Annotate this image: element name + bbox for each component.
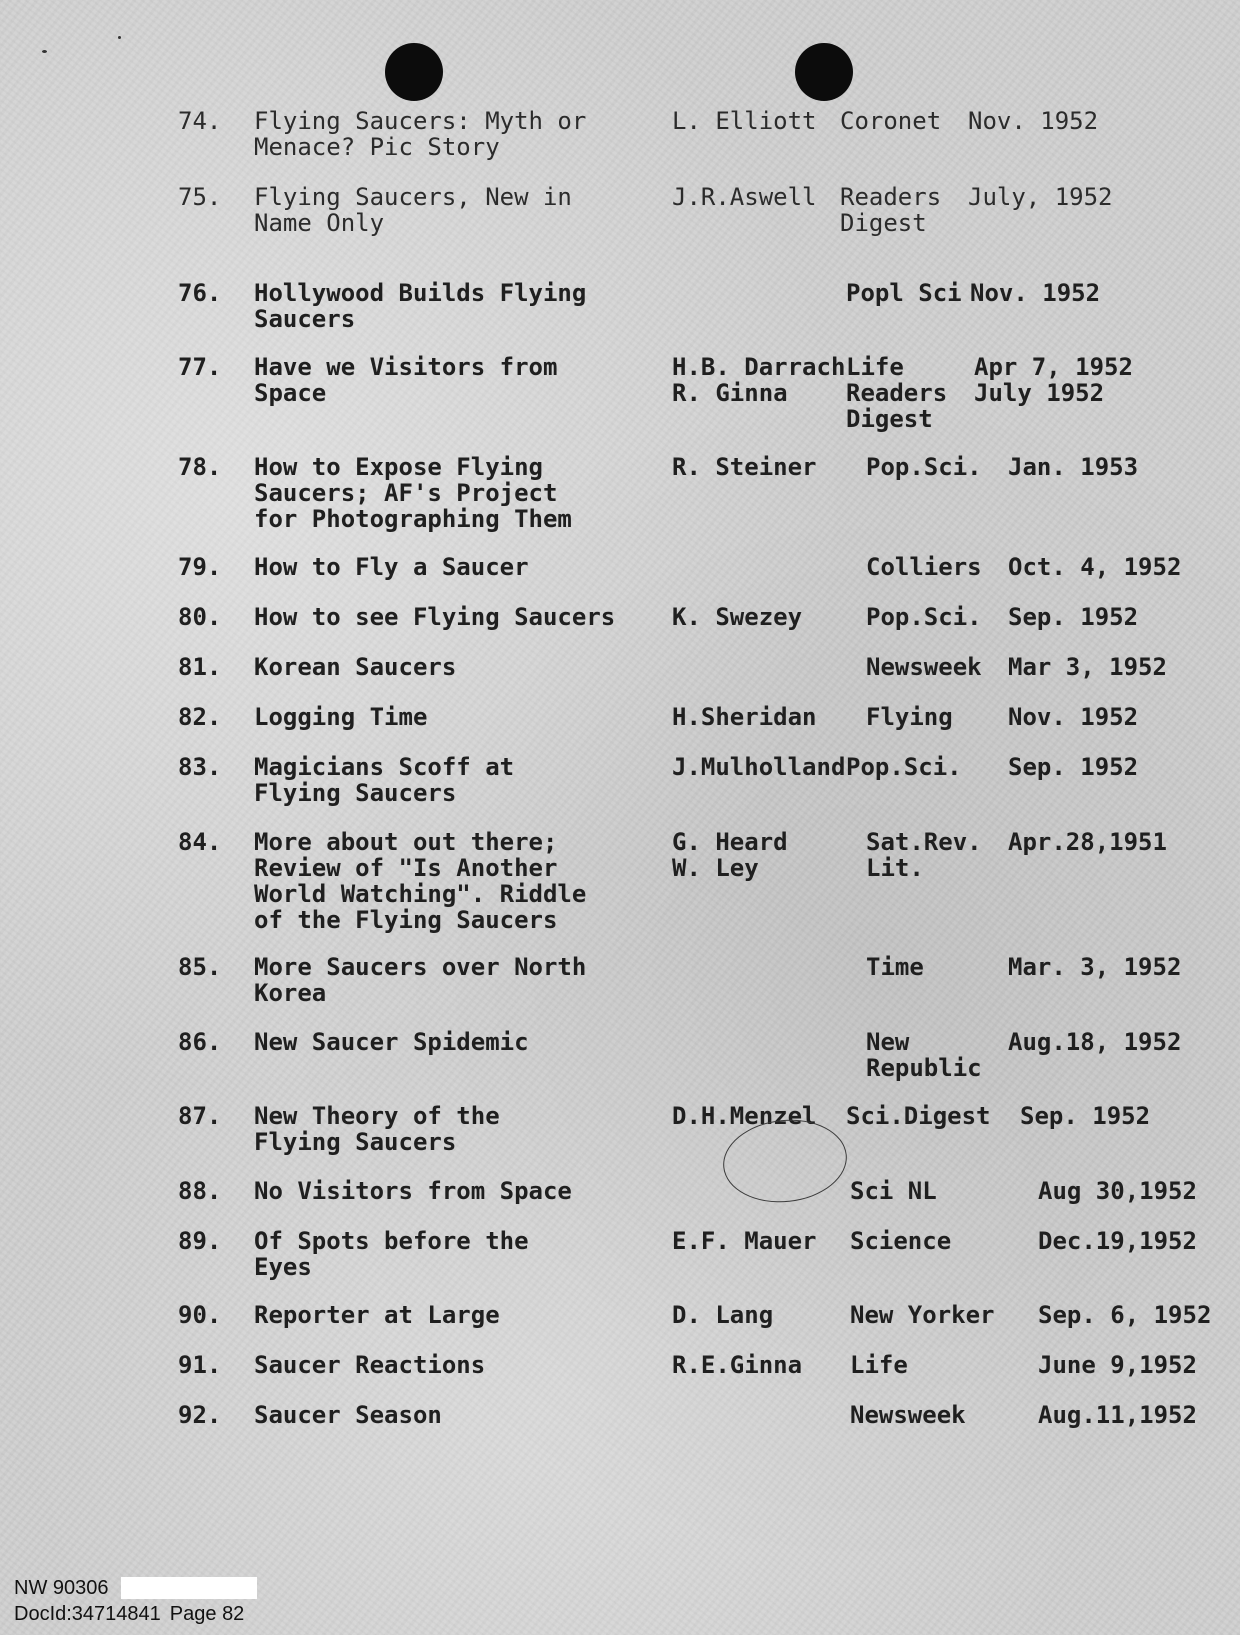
entry-title-line: Space [254,379,327,407]
entry-author [672,354,852,406]
entry-title [254,184,644,236]
nw-number: NW 90306 [14,1577,109,1599]
entry-date-line: Nov. 1952 [968,107,1099,135]
entry-publication [850,1402,1000,1428]
entry-title [254,1029,644,1055]
entry-title [254,954,644,1006]
entry-title-line: Flying Saucers [254,1128,457,1156]
entry-date [1008,954,1240,980]
entry-title-line: How to Expose Flying [254,453,543,481]
entry-publication [866,654,1016,680]
entry-title-line: Hollywood Builds Flying [254,279,587,307]
entry-title-line: Flying Saucers: Myth or [254,107,587,135]
entry-date-line: Jan. 1953 [1008,453,1139,481]
entry-title-line: Of Spots before the [254,1227,529,1255]
speck-mark [118,36,121,39]
entry-publication-line: Pop.Sci. [846,753,962,781]
entry-title-line: How to see Flying Saucers [254,603,616,631]
entry-author-line: D. Lang [672,1301,774,1329]
entry-publication-line: Flying [866,703,953,731]
entry-title [254,829,644,933]
entry-date-line: Mar. 3, 1952 [1008,953,1182,981]
entry-title [254,1228,644,1280]
entry-publication-line: Readers [840,183,942,211]
entry-publication [866,1029,1016,1081]
entry-number: 77. [178,353,222,381]
entry-title [254,454,644,532]
entry-title-line: Saucer Reactions [254,1351,486,1379]
entry-author [672,108,852,134]
entry-date [1008,1029,1240,1055]
punch-hole [385,43,443,101]
entry-publication [850,1178,1000,1204]
entry-number: 74. [178,107,222,135]
entry-publication-line: Science [850,1227,952,1255]
entry-number: 81. [178,653,222,681]
entry-publication-line: New Yorker [850,1301,995,1329]
entry-date-line: Sep. 1952 [1020,1102,1151,1130]
entry-title [254,754,644,806]
entry-number: 92. [178,1401,222,1429]
entry-publication-line: Digest [840,209,927,237]
entry-date [968,184,1208,210]
entry-publication-line: Pop.Sci. [866,453,982,481]
entry-title-line: Review of "Is Another [254,854,558,882]
entry-number: 86. [178,1028,222,1056]
entry-title-line: World Watching". Riddle [254,880,587,908]
entry-title-line: of the Flying Saucers [254,906,558,934]
entry-number: 84. [178,828,222,856]
entry-title-line: Eyes [254,1253,312,1281]
entry-date [1038,1352,1240,1378]
entry-date-line: Dec.19,1952 [1038,1227,1197,1255]
entry-author-line: J.Mulholland [672,753,846,781]
entry-date [1008,829,1240,855]
entry-date-line: Sep. 6, 1952 [1038,1301,1212,1329]
entry-title [254,654,644,680]
entry-author-line: R. Steiner [672,453,817,481]
entry-date [1008,604,1240,630]
entry-date-line: Aug.11,1952 [1038,1401,1197,1429]
entry-title [254,1178,644,1204]
entry-date [1008,654,1240,680]
entry-title-line: More Saucers over North [254,953,587,981]
entry-number: 78. [178,453,222,481]
entry-title-line: Reporter at Large [254,1301,500,1329]
entry-publication-line: Republic [866,1054,982,1082]
entry-title [254,354,644,406]
entry-title-line: Logging Time [254,703,428,731]
entry-number: 89. [178,1227,222,1255]
entry-title [254,108,644,160]
entry-publication-line: Sci.Digest [846,1102,991,1130]
entry-date [1038,1302,1240,1328]
entry-publication-line: New [866,1028,910,1056]
entry-date [974,354,1214,406]
entry-date [1038,1402,1240,1428]
entry-publication-line: Life [850,1351,908,1379]
entry-date [1008,754,1240,780]
entry-number: 79. [178,553,222,581]
entry-author-line: E.F. Mauer [672,1227,817,1255]
entry-title-line: Have we Visitors from [254,353,558,381]
entry-title-line: Flying Saucers, New in [254,183,572,211]
entry-title-line: New Saucer Spidemic [254,1028,529,1056]
entry-publication [866,829,1016,881]
entry-title-line: Menace? Pic Story [254,133,500,161]
entry-title [254,704,644,730]
entry-publication [850,1352,1000,1378]
entry-date-line: Nov. 1952 [1008,703,1139,731]
entry-publication-line: Sci NL [850,1177,937,1205]
entry-title [254,280,644,332]
entry-date-line: Apr.28,1951 [1008,828,1167,856]
entry-author-line: G. Heard [672,828,788,856]
entry-author [672,704,852,730]
entry-author [672,454,852,480]
entry-publication [866,454,1016,480]
entry-publication [866,604,1016,630]
entry-publication-line: Popl Sci [846,279,962,307]
entry-publication [846,1103,996,1129]
entry-author [672,829,852,881]
entry-title-line: Saucer Season [254,1401,442,1429]
entry-title [254,604,644,630]
entry-number: 91. [178,1351,222,1379]
entry-date-line: July, 1952 [968,183,1113,211]
entry-date-line: Sep. 1952 [1008,753,1139,781]
entry-author-line: R.E.Ginna [672,1351,803,1379]
entry-publication [850,1228,1000,1254]
entry-title-line: for Photographing Them [254,505,572,533]
entry-number: 75. [178,183,222,211]
entry-author-line: L. Elliott [672,107,817,135]
entry-title-line: Korean Saucers [254,653,457,681]
doc-id: DocId:34714841 [14,1603,161,1625]
entry-title-line: Saucers [254,305,356,333]
entry-publication-line: Coronet [840,107,942,135]
entry-date [1008,454,1240,480]
entry-title-line: Korea [254,979,327,1007]
entry-publication [850,1302,1000,1328]
entry-date-line: July 1952 [974,379,1105,407]
entry-date [968,108,1208,134]
entry-publication-line: Newsweek [866,653,982,681]
entry-author [672,184,852,210]
document-footer [14,1575,257,1627]
entry-title-line: More about out there; [254,828,558,856]
entry-author-line: J.R.Aswell [672,183,817,211]
entry-publication-line: Lit. [866,854,924,882]
entry-number: 83. [178,753,222,781]
entry-title [254,1352,644,1378]
entry-date [1038,1228,1240,1254]
entry-title [254,554,644,580]
entry-number: 80. [178,603,222,631]
entry-number: 90. [178,1301,222,1329]
entry-date-line: Nov. 1952 [970,279,1101,307]
entry-title [254,1103,644,1155]
entry-title-line: How to Fly a Saucer [254,553,529,581]
entry-number: 87. [178,1102,222,1130]
entry-date [1038,1178,1240,1204]
entry-date [1008,704,1240,730]
entry-date-line: Mar 3, 1952 [1008,653,1167,681]
entry-publication [866,554,1016,580]
entry-author-line: W. Ley [672,854,759,882]
entry-publication [846,754,996,780]
speck-mark [42,50,47,53]
entry-author-line: K. Swezey [672,603,803,631]
entry-date-line: Sep. 1952 [1008,603,1139,631]
entry-author-line: D.H.Menzel [672,1102,817,1130]
entry-publication [866,954,1016,980]
entry-date-line: Aug.18, 1952 [1008,1028,1182,1056]
entry-date [970,280,1210,306]
entry-title-line: Saucers; AF's Project [254,479,558,507]
entry-number: 88. [178,1177,222,1205]
entry-date-line: Oct. 4, 1952 [1008,553,1182,581]
entry-author [672,604,852,630]
entry-title-line: New Theory of the [254,1102,500,1130]
entry-publication-line: Newsweek [850,1401,966,1429]
entry-date-line: Apr 7, 1952 [974,353,1133,381]
entry-title-line: No Visitors from Space [254,1177,572,1205]
redaction-box [121,1577,257,1599]
entry-number: 85. [178,953,222,981]
entry-date [1008,554,1240,580]
entry-author-line: H.B. Darrach [672,353,846,381]
punch-hole [795,43,853,101]
entry-author [672,1302,852,1328]
entry-publication-line: Time [866,953,924,981]
entry-publication-line: Life [846,353,904,381]
entry-number: 82. [178,703,222,731]
entry-author [672,1352,852,1378]
entry-publication-line: Pop.Sci. [866,603,982,631]
entry-title [254,1402,644,1428]
entry-author [672,1228,852,1254]
entry-publication-line: Readers [846,379,948,407]
entry-publication-line: Digest [846,405,933,433]
entry-title-line: Flying Saucers [254,779,457,807]
entry-number: 76. [178,279,222,307]
entry-date-line: June 9,1952 [1038,1351,1197,1379]
entry-publication-line: Sat.Rev. [866,828,982,856]
entry-title [254,1302,644,1328]
entry-author-line: H.Sheridan [672,703,817,731]
entry-author-line: R. Ginna [672,379,788,407]
entry-author [672,754,852,780]
entry-date-line: Aug 30,1952 [1038,1177,1197,1205]
entry-publication-line: Colliers [866,553,982,581]
entry-publication [866,704,1016,730]
page-number: Page 82 [169,1603,245,1625]
entry-title-line: Name Only [254,209,385,237]
entry-date [1020,1103,1240,1129]
entry-title-line: Magicians Scoff at [254,753,515,781]
